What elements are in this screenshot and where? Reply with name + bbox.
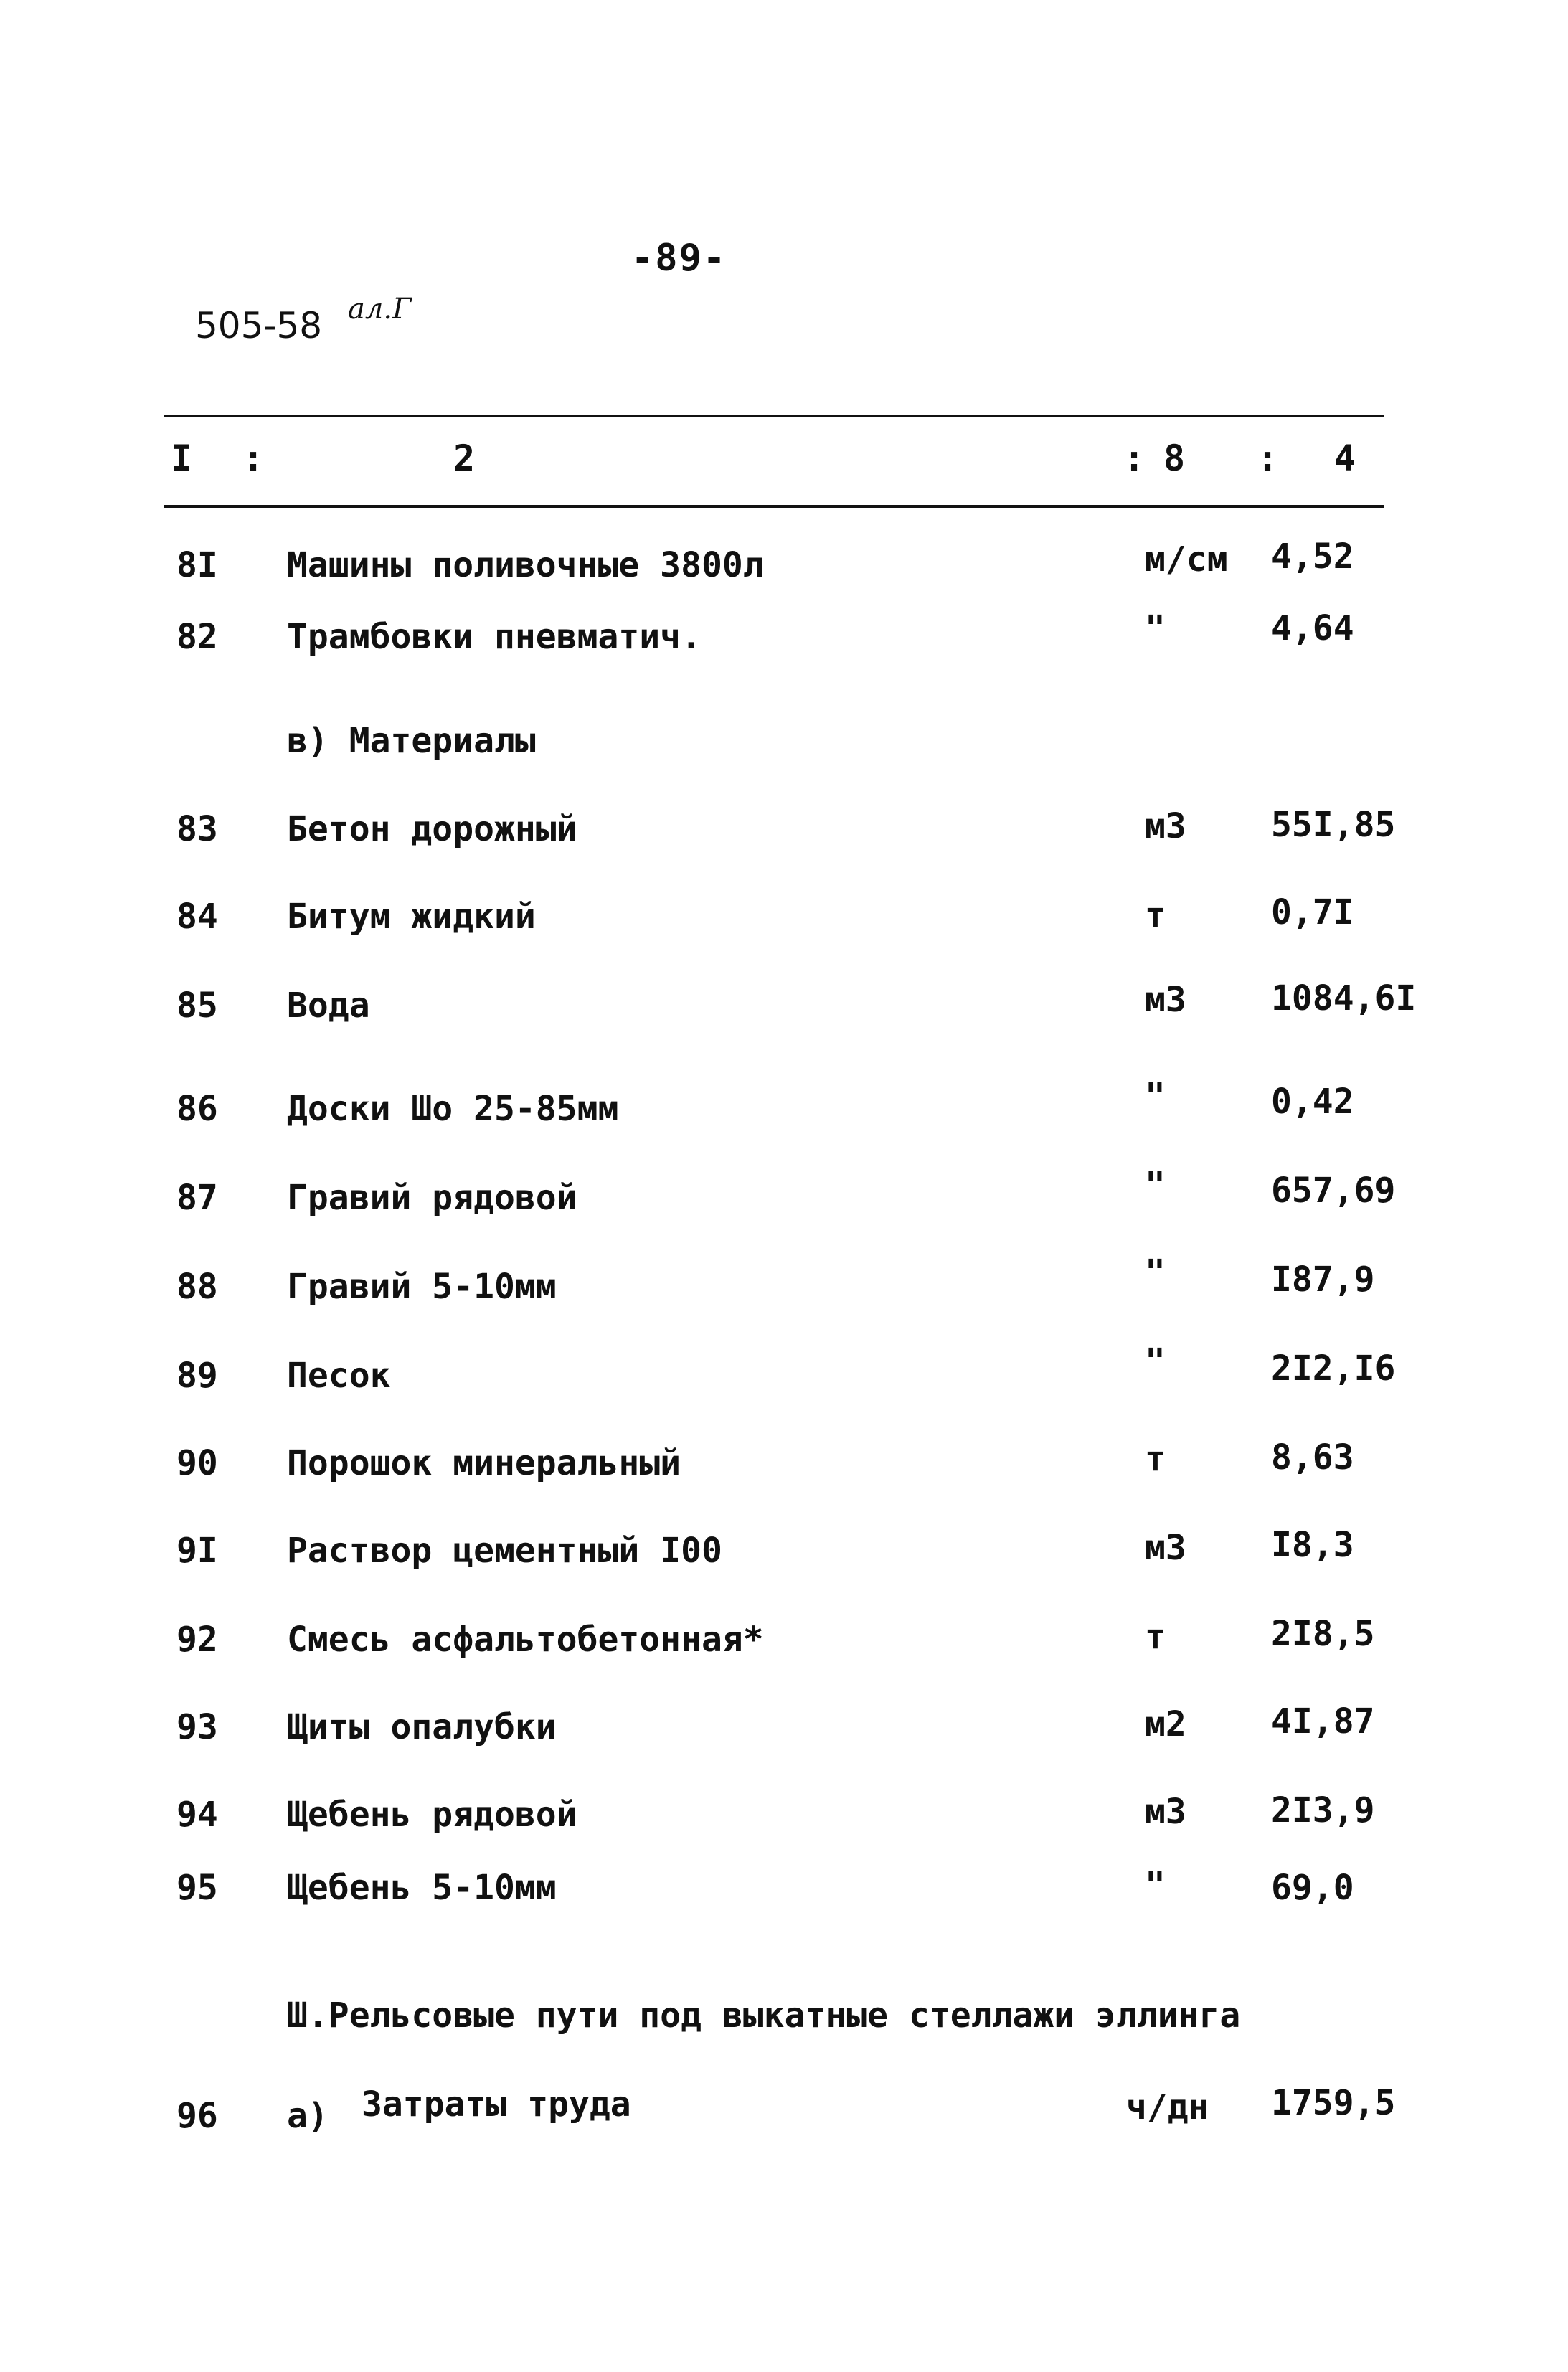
row-number: 94 [176, 1795, 218, 1835]
row-name: Щебень рядовой [287, 1795, 577, 1835]
column-separator-3: : [1257, 438, 1279, 479]
row-name: Смесь асфальтобетонная* [287, 1620, 764, 1660]
row-unit: " [1145, 608, 1166, 648]
row-number: 89 [176, 1356, 218, 1396]
column-header-4: 4 [1334, 438, 1356, 479]
row-quantity: 55I,85 [1271, 805, 1396, 845]
row-quantity: 8,63 [1271, 1437, 1354, 1478]
table-top-rule [164, 415, 1384, 417]
row-number: 8I [176, 545, 218, 585]
row-unit: м2 [1145, 1704, 1186, 1744]
row-unit: " [1145, 1252, 1166, 1293]
row-number: 86 [176, 1089, 218, 1129]
row-name: Порошок минеральный [287, 1443, 681, 1483]
row-unit: ч/дн [1126, 2087, 1209, 2127]
row-number: 88 [176, 1267, 218, 1307]
row-quantity: 1084,6I [1271, 978, 1417, 1019]
row-number: 82 [176, 617, 218, 657]
row-quantity: 657,69 [1271, 1171, 1396, 1211]
row-number: 95 [176, 1868, 218, 1908]
row-quantity: I87,9 [1271, 1260, 1375, 1300]
document-code-handwritten-suffix: ал.Г [348, 293, 412, 326]
row-name: Бетон дорожный [287, 809, 577, 849]
row-quantity: 1759,5 [1271, 2083, 1396, 2123]
row-quantity: 2I3,9 [1271, 1790, 1375, 1830]
row-name: Битум жидкий [287, 897, 536, 937]
row-number: 87 [176, 1178, 218, 1218]
row-name: Затраты труда [362, 2084, 631, 2125]
row-unit: " [1145, 1076, 1166, 1116]
section-heading-materials: в) Материалы [287, 721, 536, 761]
row-unit: м/см [1145, 539, 1228, 580]
row-quantity: 4,52 [1271, 537, 1354, 577]
row-unit: м3 [1145, 806, 1186, 846]
row-name: Трамбовки пневматич. [287, 617, 702, 657]
column-separator-1: : [242, 438, 265, 479]
row-unit: т [1145, 1439, 1166, 1479]
row-quantity: I8,3 [1271, 1525, 1354, 1565]
column-header-1: I [171, 438, 193, 479]
row-unit: т [1145, 895, 1166, 935]
row-name: Гравий рядовой [287, 1178, 577, 1218]
row-unit: " [1145, 1341, 1166, 1381]
table-header-bottom-rule [164, 505, 1384, 508]
row-quantity: 0,7I [1271, 892, 1354, 932]
row-quantity: 2I2,I6 [1271, 1348, 1396, 1389]
row-number: 92 [176, 1620, 218, 1660]
row-name: Песок [287, 1356, 391, 1396]
page-number: -89- [631, 237, 727, 280]
row-unit: м3 [1145, 1792, 1186, 1832]
row-name: Щебень 5-10мм [287, 1868, 557, 1908]
row-name: Машины поливочные 3800л [287, 545, 764, 585]
row-unit: м3 [1145, 980, 1186, 1020]
section-heading-rails: Ш.Рельсовые пути под выкатные стеллажи эллинга [287, 1995, 1241, 2036]
column-header-3: 8 [1163, 438, 1186, 479]
row-number: 84 [176, 897, 218, 937]
row-name: Раствор цементный I00 [287, 1531, 722, 1571]
row-name: Гравий 5-10мм [287, 1267, 557, 1307]
row-subsection-prefix: а) [287, 2096, 329, 2136]
row-number: 85 [176, 986, 218, 1026]
row-unit: м3 [1145, 1528, 1186, 1568]
column-header-2: 2 [453, 438, 476, 479]
row-unit: " [1145, 1865, 1166, 1905]
row-number: 96 [176, 2096, 218, 2136]
row-number: 9I [176, 1531, 218, 1571]
row-unit: " [1145, 1165, 1166, 1205]
row-unit: т [1145, 1617, 1166, 1657]
row-number: 83 [176, 809, 218, 849]
document-code: 505-58 [195, 305, 323, 346]
row-name: Доски Шо 25-85мм [287, 1089, 619, 1129]
column-separator-2: : [1123, 438, 1146, 479]
row-name: Щиты опалубки [287, 1707, 557, 1747]
row-quantity: 69,0 [1271, 1868, 1354, 1908]
row-quantity: 4,64 [1271, 608, 1354, 648]
row-quantity: 2I8,5 [1271, 1614, 1375, 1654]
row-name: Вода [287, 986, 370, 1026]
row-number: 90 [176, 1443, 218, 1483]
row-quantity: 0,42 [1271, 1082, 1354, 1122]
row-number: 93 [176, 1707, 218, 1747]
row-quantity: 4I,87 [1271, 1701, 1375, 1742]
